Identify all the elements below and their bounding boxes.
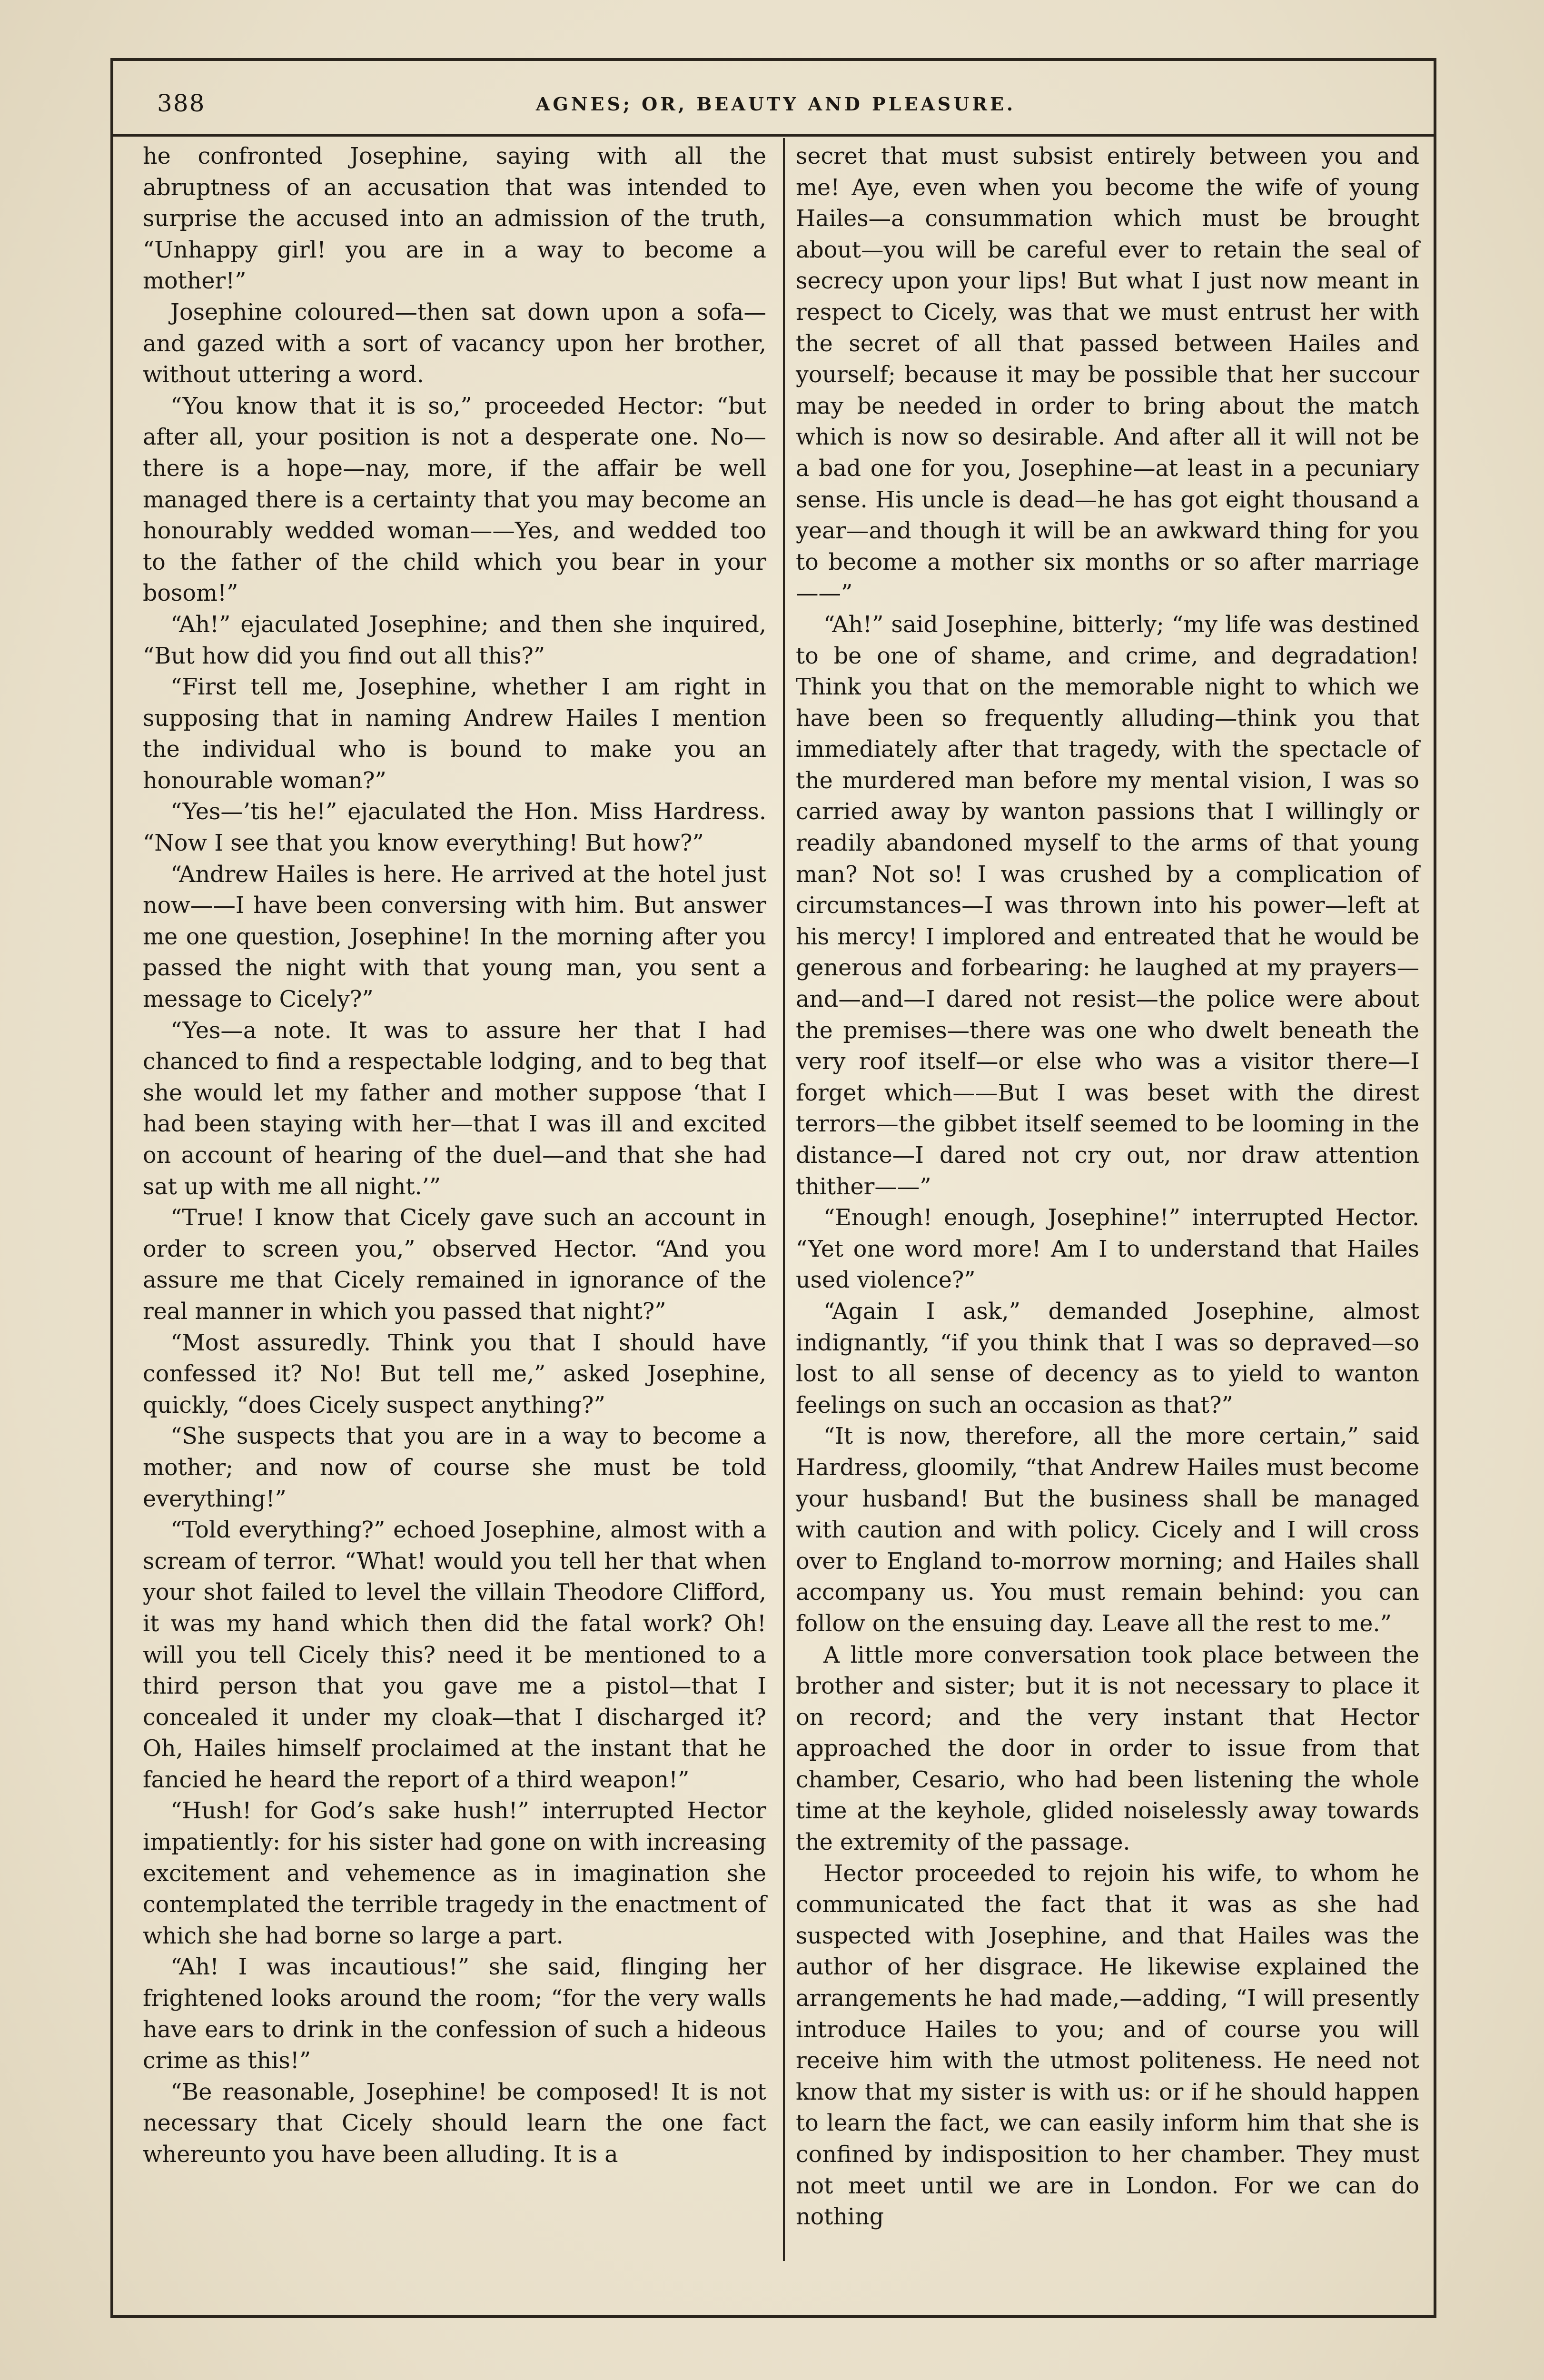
- paragraph: “Most assuredly. Think you that I should have confessed it? No! But tell me,” asked Josephine, quickly, “does Cicely suspect anything?”: [143, 1329, 766, 1418]
- paragraph: A little more conversation took place between the brother and sister; but it is not necessary to place it on record; and the very instant that Hector approached the door in order to issue from that chamber, Cesario, who had been listening the whole time at the keyhole, glided noiselessly away towards the extremity of the passage.: [796, 1642, 1419, 1856]
- paragraph: “Yes—’tis he!” ejaculated the Hon. Miss Hardress. “Now I see that you know everything! But how?”: [143, 799, 766, 857]
- paragraph: “Andrew Hailes is here. He arrived at the hotel just now——I have been conversing with him. But answer me one question, Josephine! In the morning after you passed the night with that young man, you sent a message to Cicely?”: [143, 861, 766, 1013]
- paragraph: “Again I ask,” demanded Josephine, almost indignantly, “if you think that I was so depraved—so lost to all sense of decency as to yield to wanton feelings on such an occasion as that?”: [796, 1298, 1419, 1418]
- paragraph: secret that must subsist entirely between you and me! Aye, even when you become the wife of young Hailes—a consummation which must be brought about—you will be careful ever to retain the seal of secrecy upon your lips! But what I just now meant in respect to Cicely, was that we must entrust her with the secret of all that passed between Hailes and yourself; because it may be possible that her succour may be needed in order to bring about the match which is now so desirable. And after all it will not be a bad one for you, Josephine—at least in a pecuniary sense. His uncle is dead—he has got eight thousand a year—and though it will be an awkward thing for you to become a mother six months or so after marriage——”: [796, 143, 1419, 607]
- paragraph: “Be reasonable, Josephine! be composed! It is not necessary that Cicely should learn the one fact whereunto you have been alluding. It is a: [143, 2079, 766, 2168]
- paragraph: “Hush! for God’s sake hush!” interrupted Hector impatiently: for his sister had gone on with increasing excitement and vehemence as in imagination she contemplated the terrible tragedy in the enactment of which she had borne so large a part.: [143, 1798, 766, 1949]
- paragraph: Josephine coloured—then sat down upon a sofa—and gazed with a sort of vacancy upon her brother, without uttering a word.: [143, 299, 766, 388]
- paragraph: “Ah!” said Josephine, bitterly; “my life was destined to be one of shame, and crime, and degradation! Think you that on the memorable night to which we have been so frequently alluding—think you that immediately after that tragedy, with the spectacle of the murdered man before my mental vision, I was so carried away by wanton passions that I willingly or readily abandoned myself to the arms of that young man? Not so! I was crushed by a complication of circumstances—I was thrown into his power—left at his mercy! I implored and entreated that he would be generous and forbearing: he laughed at my prayers—and—and—I dared not resist—the police were about the premises—there was one who dwelt beneath the very roof itself—or else who was a visitor there—I forget which——But I was beset with the direst terrors—the gibbet itself seemed to be looming in the distance—I dared not cry out, nor draw attention thither——”: [796, 611, 1419, 1200]
- page-header: [143, 81, 1409, 124]
- paragraph: “You know that it is so,” proceeded Hector: “but after all, your position is not a desperate one. No—there is a hope—nay, more, if the affair be well managed there is a certainty that you may become an honourably wedded woman——Yes, and wedded too to the father of the child which you bear in your bosom!”: [143, 393, 766, 607]
- right-column: [796, 141, 1419, 2233]
- paragraph: “She suspects that you are in a way to become a mother; and now of course she must be told everything!”: [143, 1423, 766, 1512]
- paragraph: he confronted Josephine, saying with all the abruptness of an accusation that was intended to surprise the accused into an admission of the truth, “Unhappy girl! you are in a way to become a mother!”: [143, 143, 766, 295]
- paragraph: “First tell me, Josephine, whether I am right in supposing that in naming Andrew Hailes I mention the individual who is bound to make you an honourable woman?”: [143, 674, 766, 794]
- paragraph: “It is now, therefore, all the more certain,” said Hardress, gloomily, “that Andrew Hailes must become your husband! But the business shall be managed with caution and with policy. Cicely and I will cross over to England to-morrow morning; and Hailes shall accompany us. You must remain behind: you can follow on the ensuing day. Leave all the rest to me.”: [796, 1423, 1419, 1637]
- page-number: 388: [157, 89, 206, 117]
- paragraph: Hector proceeded to rejoin his wife, to whom he communicated the fact that it was as she had suspected with Josephine, and that Hailes was the author of her disgrace. He likewise explained the arrangements he had made,—adding, “I will presently introduce Hailes to you; and of course you will receive him with the utmost politeness. He need not know that my sister is with us: or if he should happen to learn the fact, we can easily inform him that she is confined by indisposition to her chamber. They must not meet until we are in London. For we can do nothing: [796, 1860, 1419, 2231]
- paragraph: “Yes—a note. It was to assure her that I had chanced to find a respectable lodging, and to beg that she would let my father and mother suppose ‘that I had been staying with her—that I was ill and excited on account of hearing of the duel—and that she had sat up with me all night.’”: [143, 1017, 766, 1200]
- paragraph: “Told everything?” echoed Josephine, almost with a scream of terror. “What! would you tell her that when your shot failed to level the villain Theodore Clifford, it was my hand which then did the fatal work? Oh! will you tell Cicely this? need it be mentioned to a third person that you gave me a pistol—that I concealed it under my cloak—that I discharged it? Oh, Hailes himself proclaimed at the instant that he fancied he heard the report of a third weapon!”: [143, 1517, 766, 1793]
- paragraph: “True! I know that Cicely gave such an account in order to screen you,” observed Hector. “And you assure me that Cicely remained in ignorance of the real manner in which you passed that night?”: [143, 1205, 766, 1325]
- running-title: AGNES; OR, BEAUTY AND PLEASURE.: [535, 93, 1016, 115]
- paragraph: “Enough! enough, Josephine!” interrupted Hector. “Yet one word more! Am I to understand that Hailes used violence?”: [796, 1205, 1419, 1294]
- paragraph: “Ah!” ejaculated Josephine; and then she inquired, “But how did you find out all this?”: [143, 611, 766, 669]
- header-rule: [110, 134, 1436, 137]
- column-divider: [783, 138, 785, 2261]
- paragraph: “Ah! I was incautious!” she said, flinging her frightened looks around the room; “for the very walls have ears to drink in the confession of such a hideous crime as this!”: [143, 1954, 766, 2074]
- left-column: [143, 141, 766, 2171]
